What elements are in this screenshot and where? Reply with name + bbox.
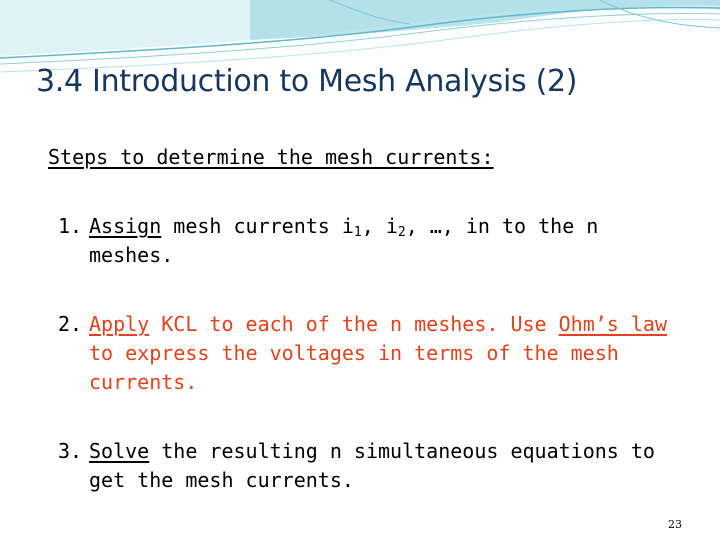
step-number: 3. [58, 439, 83, 463]
step-1 [58, 212, 688, 270]
slide-title: 3.4 Introduction to Mesh Analysis (2) [36, 64, 578, 99]
step-2 [58, 310, 688, 397]
page-number: 23 [668, 518, 682, 531]
step-text-part: , i [361, 214, 398, 238]
step-verb: Apply [89, 312, 150, 336]
step-verb: Assign [89, 214, 162, 238]
ohms-law-link[interactable]: Ohm’s law [558, 312, 667, 336]
step-text-part: KCL to each of the n meshes. Use [149, 312, 559, 336]
step-text-part: , …, in to the n meshes. [89, 214, 599, 267]
step-text-part: mesh currents i [161, 214, 354, 238]
step-text-part: the resulting n simultaneous equations to get the mesh currents. [89, 439, 655, 492]
step-text-part: to express the voltages in terms of the mesh currents. [89, 341, 619, 394]
step-3 [58, 437, 688, 495]
step-text [89, 212, 688, 270]
slide-subtitle: Steps to determine the mesh currents: [48, 145, 494, 169]
steps-list [58, 212, 688, 495]
step-text [89, 310, 688, 397]
step-verb: Solve [89, 439, 150, 463]
step-number: 2. [58, 312, 83, 336]
step-number: 1. [58, 214, 83, 238]
subscript: 2 [397, 225, 406, 240]
step-text [89, 437, 688, 495]
subscript: 1 [353, 225, 362, 240]
